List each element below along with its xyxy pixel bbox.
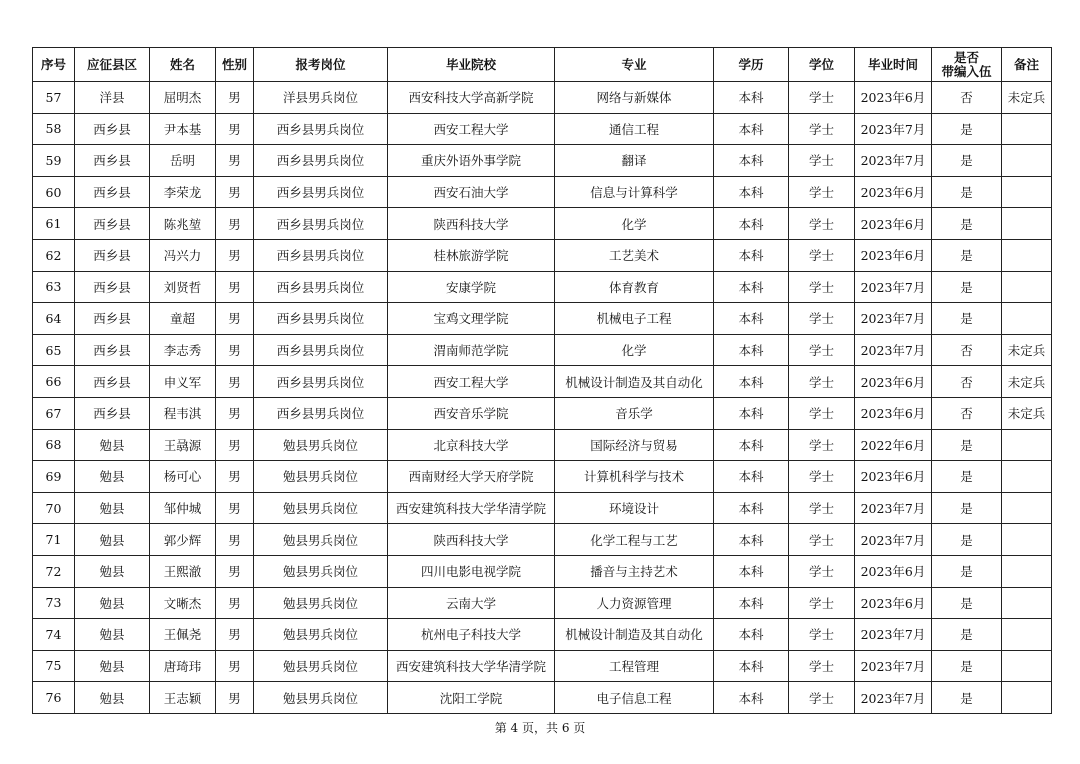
table-row <box>33 145 1052 177</box>
cell-gender: 男 <box>216 303 254 335</box>
cell-education: 本科 <box>714 82 789 114</box>
cell-gender: 男 <box>216 366 254 398</box>
cell-school: 陕西科技大学 <box>388 524 555 556</box>
cell-school: 西南财经大学天府学院 <box>388 461 555 493</box>
cell-name: 李荣龙 <box>150 176 216 208</box>
cell-education: 本科 <box>714 524 789 556</box>
cell-name: 李志秀 <box>150 334 216 366</box>
table-row <box>33 429 1052 461</box>
cell-name: 尹本基 <box>150 113 216 145</box>
cell-name: 王佩尧 <box>150 619 216 651</box>
cell-index: 76 <box>33 682 75 714</box>
cell-position: 西乡县男兵岗位 <box>254 113 388 145</box>
cell-position: 勉县男兵岗位 <box>254 555 388 587</box>
cell-index: 67 <box>33 397 75 429</box>
cell-school: 西安音乐学院 <box>388 397 555 429</box>
roster-sheet <box>32 47 1051 714</box>
cell-degree: 学士 <box>789 145 855 177</box>
cell-index: 66 <box>33 366 75 398</box>
cell-grad-time: 2023年6月 <box>855 208 932 240</box>
cell-degree: 学士 <box>789 208 855 240</box>
cell-position: 勉县男兵岗位 <box>254 650 388 682</box>
cell-name: 冯兴力 <box>150 239 216 271</box>
cell-name: 刘贤哲 <box>150 271 216 303</box>
cell-degree: 学士 <box>789 650 855 682</box>
cell-major: 化学工程与工艺 <box>555 524 714 556</box>
cell-remark <box>1002 587 1052 619</box>
cell-remark: 未定兵 <box>1002 82 1052 114</box>
cell-major: 电子信息工程 <box>555 682 714 714</box>
cell-gender: 男 <box>216 271 254 303</box>
cell-index: 61 <box>33 208 75 240</box>
cell-name: 唐琦玮 <box>150 650 216 682</box>
cell-school: 云南大学 <box>388 587 555 619</box>
cell-major: 通信工程 <box>555 113 714 145</box>
page-footer: 第 4 页，共 6 页 <box>494 721 586 735</box>
cell-education: 本科 <box>714 619 789 651</box>
cell-position: 勉县男兵岗位 <box>254 492 388 524</box>
cell-school: 西安工程大学 <box>388 366 555 398</box>
cell-county: 勉县 <box>75 461 150 493</box>
cell-major: 体育教育 <box>555 271 714 303</box>
cell-education: 本科 <box>714 176 789 208</box>
cell-school: 渭南师范学院 <box>388 334 555 366</box>
cell-education: 本科 <box>714 429 789 461</box>
cell-index: 69 <box>33 461 75 493</box>
cell-education: 本科 <box>714 461 789 493</box>
cell-degree: 学士 <box>789 176 855 208</box>
cell-remark <box>1002 113 1052 145</box>
header-enlist-with-post: 是否 带编入伍 <box>932 48 1002 82</box>
cell-education: 本科 <box>714 682 789 714</box>
table-row <box>33 176 1052 208</box>
roster-table <box>32 47 1052 714</box>
cell-school: 西安建筑科技大学华清学院 <box>388 492 555 524</box>
cell-name: 杨可心 <box>150 461 216 493</box>
cell-county: 西乡县 <box>75 145 150 177</box>
cell-school: 沈阳工学院 <box>388 682 555 714</box>
cell-name: 申义军 <box>150 366 216 398</box>
cell-county: 西乡县 <box>75 397 150 429</box>
cell-index: 71 <box>33 524 75 556</box>
cell-position: 西乡县男兵岗位 <box>254 271 388 303</box>
cell-major: 翻译 <box>555 145 714 177</box>
cell-major: 国际经济与贸易 <box>555 429 714 461</box>
cell-county: 西乡县 <box>75 334 150 366</box>
cell-education: 本科 <box>714 492 789 524</box>
cell-remark <box>1002 239 1052 271</box>
cell-education: 本科 <box>714 208 789 240</box>
cell-school: 北京科技大学 <box>388 429 555 461</box>
cell-degree: 学士 <box>789 239 855 271</box>
cell-position: 西乡县男兵岗位 <box>254 176 388 208</box>
cell-county: 勉县 <box>75 587 150 619</box>
cell-index: 74 <box>33 619 75 651</box>
cell-gender: 男 <box>216 82 254 114</box>
cell-enlist-with-post: 是 <box>932 239 1002 271</box>
cell-education: 本科 <box>714 366 789 398</box>
cell-school: 杭州电子科技大学 <box>388 619 555 651</box>
cell-name: 邹仲城 <box>150 492 216 524</box>
cell-education: 本科 <box>714 239 789 271</box>
cell-grad-time: 2023年6月 <box>855 366 932 398</box>
cell-index: 64 <box>33 303 75 335</box>
cell-grad-time: 2023年6月 <box>855 82 932 114</box>
cell-gender: 男 <box>216 239 254 271</box>
cell-grad-time: 2023年7月 <box>855 524 932 556</box>
cell-county: 勉县 <box>75 492 150 524</box>
cell-education: 本科 <box>714 334 789 366</box>
cell-grad-time: 2023年6月 <box>855 176 932 208</box>
table-row <box>33 650 1052 682</box>
cell-gender: 男 <box>216 145 254 177</box>
cell-remark: 未定兵 <box>1002 366 1052 398</box>
cell-name: 王熙澈 <box>150 555 216 587</box>
table-body <box>33 82 1052 714</box>
cell-degree: 学士 <box>789 271 855 303</box>
cell-index: 73 <box>33 587 75 619</box>
cell-index: 65 <box>33 334 75 366</box>
cell-index: 70 <box>33 492 75 524</box>
cell-index: 68 <box>33 429 75 461</box>
cell-remark <box>1002 303 1052 335</box>
cell-enlist-with-post: 否 <box>932 334 1002 366</box>
cell-enlist-with-post: 是 <box>932 303 1002 335</box>
cell-index: 63 <box>33 271 75 303</box>
header-row <box>33 48 1052 82</box>
cell-position: 西乡县男兵岗位 <box>254 334 388 366</box>
cell-position: 西乡县男兵岗位 <box>254 366 388 398</box>
header-name: 姓名 <box>150 48 216 82</box>
table-row <box>33 587 1052 619</box>
table-row <box>33 682 1052 714</box>
cell-grad-time: 2023年7月 <box>855 271 932 303</box>
cell-remark <box>1002 492 1052 524</box>
cell-gender: 男 <box>216 113 254 145</box>
cell-degree: 学士 <box>789 619 855 651</box>
cell-enlist-with-post: 是 <box>932 429 1002 461</box>
cell-education: 本科 <box>714 650 789 682</box>
cell-gender: 男 <box>216 619 254 651</box>
cell-position: 洋县男兵岗位 <box>254 82 388 114</box>
cell-position: 西乡县男兵岗位 <box>254 303 388 335</box>
table-row <box>33 555 1052 587</box>
cell-major: 工艺美术 <box>555 239 714 271</box>
cell-grad-time: 2022年6月 <box>855 429 932 461</box>
cell-county: 西乡县 <box>75 208 150 240</box>
cell-remark <box>1002 145 1052 177</box>
cell-degree: 学士 <box>789 682 855 714</box>
cell-gender: 男 <box>216 650 254 682</box>
cell-name: 文晰杰 <box>150 587 216 619</box>
cell-index: 62 <box>33 239 75 271</box>
cell-enlist-with-post: 是 <box>932 271 1002 303</box>
cell-school: 陕西科技大学 <box>388 208 555 240</box>
table-row <box>33 82 1052 114</box>
cell-county: 西乡县 <box>75 303 150 335</box>
cell-degree: 学士 <box>789 82 855 114</box>
cell-name: 童超 <box>150 303 216 335</box>
cell-degree: 学士 <box>789 334 855 366</box>
cell-major: 化学 <box>555 334 714 366</box>
cell-degree: 学士 <box>789 492 855 524</box>
cell-position: 西乡县男兵岗位 <box>254 239 388 271</box>
table-row <box>33 239 1052 271</box>
cell-enlist-with-post: 是 <box>932 492 1002 524</box>
cell-county: 勉县 <box>75 650 150 682</box>
cell-gender: 男 <box>216 429 254 461</box>
table-row <box>33 524 1052 556</box>
cell-enlist-with-post: 是 <box>932 113 1002 145</box>
header-position: 报考岗位 <box>254 48 388 82</box>
table-row <box>33 366 1052 398</box>
header-gender: 性别 <box>216 48 254 82</box>
cell-education: 本科 <box>714 397 789 429</box>
cell-remark: 未定兵 <box>1002 334 1052 366</box>
cell-position: 西乡县男兵岗位 <box>254 208 388 240</box>
cell-county: 勉县 <box>75 555 150 587</box>
cell-gender: 男 <box>216 208 254 240</box>
cell-name: 程韦淇 <box>150 397 216 429</box>
cell-grad-time: 2023年7月 <box>855 619 932 651</box>
header-school: 毕业院校 <box>388 48 555 82</box>
table-row <box>33 113 1052 145</box>
cell-major: 计算机科学与技术 <box>555 461 714 493</box>
cell-county: 西乡县 <box>75 239 150 271</box>
cell-major: 工程管理 <box>555 650 714 682</box>
cell-education: 本科 <box>714 271 789 303</box>
cell-enlist-with-post: 是 <box>932 208 1002 240</box>
cell-major: 化学 <box>555 208 714 240</box>
cell-grad-time: 2023年7月 <box>855 334 932 366</box>
cell-name: 郭少辉 <box>150 524 216 556</box>
table-row <box>33 303 1052 335</box>
cell-major: 环境设计 <box>555 492 714 524</box>
cell-remark <box>1002 650 1052 682</box>
cell-enlist-with-post: 是 <box>932 461 1002 493</box>
cell-county: 西乡县 <box>75 176 150 208</box>
cell-grad-time: 2023年7月 <box>855 113 932 145</box>
cell-education: 本科 <box>714 587 789 619</box>
cell-index: 57 <box>33 82 75 114</box>
cell-name: 屈明杰 <box>150 82 216 114</box>
header-index: 序号 <box>33 48 75 82</box>
cell-position: 勉县男兵岗位 <box>254 682 388 714</box>
cell-enlist-with-post: 是 <box>932 176 1002 208</box>
cell-county: 勉县 <box>75 682 150 714</box>
header-grad-time: 毕业时间 <box>855 48 932 82</box>
cell-enlist-with-post: 否 <box>932 82 1002 114</box>
cell-position: 勉县男兵岗位 <box>254 587 388 619</box>
cell-enlist-with-post: 是 <box>932 587 1002 619</box>
cell-name: 王骉源 <box>150 429 216 461</box>
cell-school: 西安科技大学高新学院 <box>388 82 555 114</box>
cell-degree: 学士 <box>789 587 855 619</box>
table-row <box>33 334 1052 366</box>
cell-county: 勉县 <box>75 524 150 556</box>
cell-remark: 未定兵 <box>1002 397 1052 429</box>
cell-degree: 学士 <box>789 555 855 587</box>
cell-county: 洋县 <box>75 82 150 114</box>
cell-school: 安康学院 <box>388 271 555 303</box>
cell-school: 西安石油大学 <box>388 176 555 208</box>
cell-major: 机械设计制造及其自动化 <box>555 366 714 398</box>
cell-remark <box>1002 524 1052 556</box>
cell-remark <box>1002 682 1052 714</box>
cell-major: 机械设计制造及其自动化 <box>555 619 714 651</box>
table-row <box>33 208 1052 240</box>
cell-major: 音乐学 <box>555 397 714 429</box>
cell-degree: 学士 <box>789 113 855 145</box>
cell-name: 岳明 <box>150 145 216 177</box>
cell-grad-time: 2023年7月 <box>855 145 932 177</box>
cell-position: 西乡县男兵岗位 <box>254 397 388 429</box>
cell-position: 勉县男兵岗位 <box>254 429 388 461</box>
cell-county: 西乡县 <box>75 271 150 303</box>
cell-grad-time: 2023年6月 <box>855 461 932 493</box>
cell-county: 勉县 <box>75 619 150 651</box>
cell-remark <box>1002 429 1052 461</box>
table-row <box>33 461 1052 493</box>
cell-grad-time: 2023年6月 <box>855 587 932 619</box>
cell-gender: 男 <box>216 176 254 208</box>
cell-index: 59 <box>33 145 75 177</box>
table-row <box>33 492 1052 524</box>
cell-major: 信息与计算科学 <box>555 176 714 208</box>
cell-degree: 学士 <box>789 303 855 335</box>
cell-gender: 男 <box>216 334 254 366</box>
header-degree: 学位 <box>789 48 855 82</box>
cell-enlist-with-post: 是 <box>932 555 1002 587</box>
cell-major: 机械电子工程 <box>555 303 714 335</box>
cell-position: 西乡县男兵岗位 <box>254 145 388 177</box>
cell-school: 西安建筑科技大学华清学院 <box>388 650 555 682</box>
cell-position: 勉县男兵岗位 <box>254 461 388 493</box>
cell-index: 60 <box>33 176 75 208</box>
table-row <box>33 271 1052 303</box>
cell-grad-time: 2023年6月 <box>855 397 932 429</box>
cell-major: 网络与新媒体 <box>555 82 714 114</box>
cell-gender: 男 <box>216 555 254 587</box>
cell-education: 本科 <box>714 145 789 177</box>
cell-gender: 男 <box>216 397 254 429</box>
cell-degree: 学士 <box>789 366 855 398</box>
cell-index: 75 <box>33 650 75 682</box>
cell-gender: 男 <box>216 682 254 714</box>
cell-major: 人力资源管理 <box>555 587 714 619</box>
cell-education: 本科 <box>714 303 789 335</box>
cell-name: 陈兆堃 <box>150 208 216 240</box>
cell-education: 本科 <box>714 113 789 145</box>
cell-enlist-with-post: 是 <box>932 524 1002 556</box>
header-major: 专业 <box>555 48 714 82</box>
cell-education: 本科 <box>714 555 789 587</box>
cell-gender: 男 <box>216 461 254 493</box>
cell-index: 72 <box>33 555 75 587</box>
cell-remark <box>1002 208 1052 240</box>
cell-degree: 学士 <box>789 429 855 461</box>
cell-index: 58 <box>33 113 75 145</box>
cell-enlist-with-post: 否 <box>932 366 1002 398</box>
cell-enlist-with-post: 是 <box>932 650 1002 682</box>
cell-gender: 男 <box>216 524 254 556</box>
table-header <box>33 48 1052 82</box>
cell-school: 西安工程大学 <box>388 113 555 145</box>
cell-county: 西乡县 <box>75 366 150 398</box>
cell-remark <box>1002 461 1052 493</box>
cell-grad-time: 2023年6月 <box>855 555 932 587</box>
cell-remark <box>1002 271 1052 303</box>
cell-school: 桂林旅游学院 <box>388 239 555 271</box>
cell-school: 四川电影电视学院 <box>388 555 555 587</box>
cell-remark <box>1002 176 1052 208</box>
header-county: 应征县区 <box>75 48 150 82</box>
header-education: 学历 <box>714 48 789 82</box>
cell-remark <box>1002 619 1052 651</box>
cell-grad-time: 2023年7月 <box>855 682 932 714</box>
cell-enlist-with-post: 是 <box>932 619 1002 651</box>
header-remark: 备注 <box>1002 48 1052 82</box>
cell-county: 西乡县 <box>75 113 150 145</box>
cell-name: 王志颖 <box>150 682 216 714</box>
cell-grad-time: 2023年7月 <box>855 492 932 524</box>
cell-position: 勉县男兵岗位 <box>254 619 388 651</box>
cell-school: 宝鸡文理学院 <box>388 303 555 335</box>
table-row <box>33 397 1052 429</box>
cell-gender: 男 <box>216 492 254 524</box>
cell-degree: 学士 <box>789 524 855 556</box>
cell-enlist-with-post: 是 <box>932 682 1002 714</box>
cell-degree: 学士 <box>789 397 855 429</box>
cell-county: 勉县 <box>75 429 150 461</box>
cell-remark <box>1002 555 1052 587</box>
cell-gender: 男 <box>216 587 254 619</box>
cell-major: 播音与主持艺术 <box>555 555 714 587</box>
cell-enlist-with-post: 是 <box>932 145 1002 177</box>
cell-degree: 学士 <box>789 461 855 493</box>
cell-grad-time: 2023年6月 <box>855 239 932 271</box>
cell-position: 勉县男兵岗位 <box>254 524 388 556</box>
cell-grad-time: 2023年7月 <box>855 650 932 682</box>
cell-school: 重庆外语外事学院 <box>388 145 555 177</box>
cell-grad-time: 2023年7月 <box>855 303 932 335</box>
table-row <box>33 619 1052 651</box>
cell-enlist-with-post: 否 <box>932 397 1002 429</box>
